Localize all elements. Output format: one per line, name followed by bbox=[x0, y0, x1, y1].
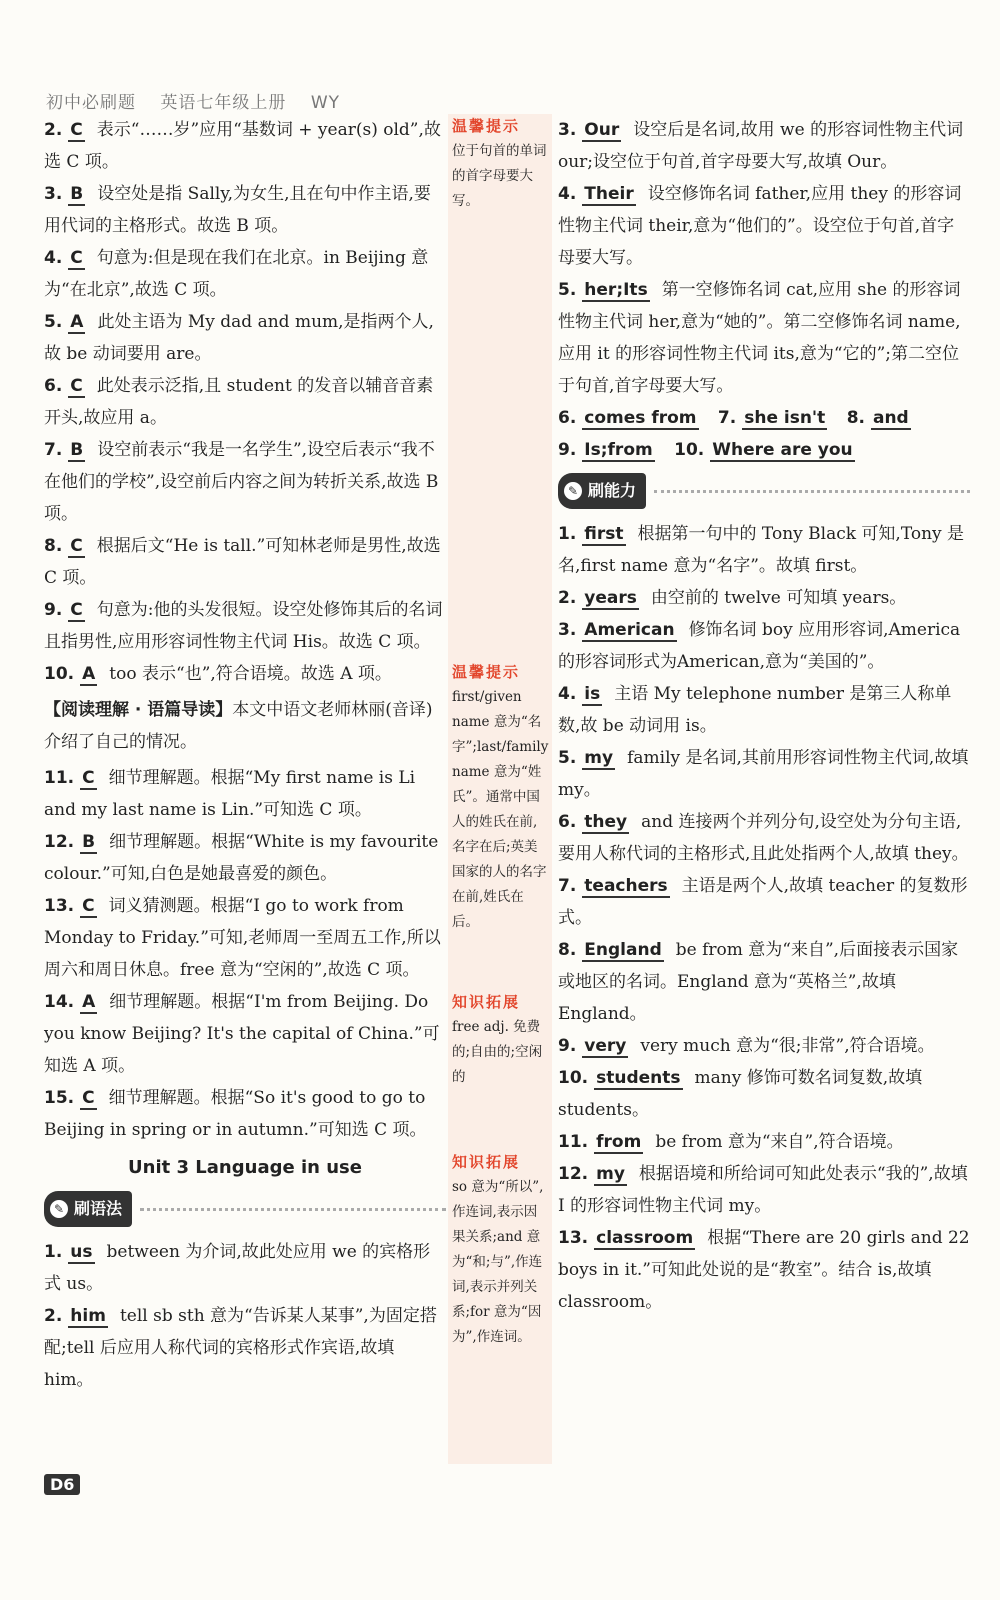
unit-title: Unit 3 Language in use bbox=[128, 1157, 362, 1178]
answer-row: 9. Is;from 10. Where are you bbox=[558, 440, 853, 460]
answer-item bbox=[44, 242, 446, 306]
page-number: D6 bbox=[44, 1474, 80, 1495]
answer-item bbox=[44, 890, 446, 986]
tip-block bbox=[448, 1150, 552, 1350]
item-explanation: 设空修饰名词 father,应用 they 的形容词性物主代词 their,意为“他们的”。设空位于句首,首字母要大写。 bbox=[558, 184, 962, 268]
answer-item bbox=[558, 806, 970, 870]
tip-title: 知识拓展 bbox=[452, 1153, 521, 1171]
item-number: 5. bbox=[44, 312, 63, 332]
item-explanation: 句意为:但是现在我们在北京。in Beijing 意为“在北京”,故选 C 项。 bbox=[44, 248, 429, 300]
answer-item bbox=[44, 762, 446, 826]
book-subject: 英语七年级上册 bbox=[160, 93, 287, 113]
item-answer: C bbox=[82, 896, 95, 916]
answer-item bbox=[558, 274, 970, 402]
item-number: 9. bbox=[44, 600, 63, 620]
answer-item bbox=[44, 370, 446, 434]
item-answer: they bbox=[584, 812, 628, 832]
tip-title: 温馨提示 bbox=[452, 663, 521, 681]
answer-item bbox=[558, 582, 970, 614]
item-number: 5. bbox=[558, 748, 577, 768]
answer-item bbox=[558, 742, 970, 806]
item-number: 3. bbox=[558, 120, 577, 140]
item-answer: her;Its bbox=[584, 280, 648, 300]
item-explanation: many 修饰可数名词复数,故填 students。 bbox=[558, 1068, 923, 1120]
item-answer: B bbox=[70, 440, 84, 460]
item-explanation: 此处表示泛指,且 student 的发音以辅音音素开头,故应用 a。 bbox=[44, 376, 434, 428]
item-answer: my bbox=[596, 1164, 625, 1184]
answer-row: 6. comes from 7. she isn't 8. and bbox=[558, 408, 909, 428]
item-number: 13. bbox=[558, 1228, 589, 1248]
item-number: 2. bbox=[44, 120, 63, 140]
tip-text: free adj. 免费的;自由的;空闲的 bbox=[452, 1019, 543, 1085]
page-header bbox=[46, 88, 358, 113]
item-number: 7. bbox=[44, 440, 63, 460]
item-answer: C bbox=[70, 376, 83, 396]
item-explanation: 根据后文“He is tall.”可知林老师是男性,故选 C 项。 bbox=[44, 536, 441, 588]
item-number: 1. bbox=[558, 524, 577, 544]
answer-item bbox=[558, 1062, 970, 1126]
item-number: 11. bbox=[558, 1132, 589, 1152]
tip-text: first/given name 意为“名字”;last/family name 意为“姓氏”。通常中国人的姓氏在前,名字在后;英美国家的人的名字在前,姓氏在后。 bbox=[452, 689, 549, 930]
tip-text: 位于句首的单词的首字母要大写。 bbox=[452, 143, 547, 209]
item-number: 10. bbox=[44, 664, 75, 684]
item-number: 15. bbox=[44, 1088, 75, 1108]
ability-badge: ✎ 刷能力 bbox=[558, 473, 646, 509]
tip-block bbox=[448, 660, 552, 935]
item-number: 4. bbox=[44, 248, 63, 268]
item-number: 3. bbox=[558, 620, 577, 640]
item-number: 4. bbox=[558, 684, 577, 704]
item-answer: us bbox=[70, 1242, 93, 1262]
tip-title: 温馨提示 bbox=[452, 117, 521, 135]
answer-item bbox=[558, 518, 970, 582]
answer-item bbox=[44, 434, 446, 530]
answer-item bbox=[558, 678, 970, 742]
item-answer: is bbox=[584, 684, 601, 704]
item-explanation: tell sb sth 意为“告诉某人某事”,为固定搭配;tell 后应用人称代词的宾格形式作宾语,故填 him。 bbox=[44, 1306, 437, 1390]
item-explanation: 主语是两个人,故填 teacher 的复数形式。 bbox=[558, 876, 968, 928]
item-explanation: 句意为:他的头发很短。设空处修饰其后的名词且指男性,应用形容词性物主代词 His。故选 C 项。 bbox=[44, 600, 443, 652]
dotted-divider bbox=[654, 490, 970, 493]
book-edition: WY bbox=[310, 93, 341, 113]
item-explanation: be from 意为“来自”,后面接表示国家或地区的名词。England 意为“英格兰”,故填 England。 bbox=[558, 940, 959, 1024]
item-explanation: 修饰名词 boy 应用形容词,America 的形容词形式为American,意为“美国的”。 bbox=[558, 620, 961, 672]
item-number: 9. bbox=[558, 1036, 577, 1056]
ability-section-header bbox=[558, 476, 970, 506]
item-answer: my bbox=[584, 748, 614, 768]
tips-sidebar bbox=[448, 114, 552, 1464]
item-answer: first bbox=[584, 524, 624, 544]
item-answer: years bbox=[584, 588, 637, 608]
item-answer: C bbox=[70, 248, 83, 268]
item-explanation: 根据语境和所给词可知此处表示“我的”,故填 I 的形容词性物主代词 my。 bbox=[558, 1164, 968, 1216]
tip-block bbox=[448, 114, 552, 214]
answer-item bbox=[44, 986, 446, 1082]
tip-text: so 意为“所以”,作连词,表示因果关系;and 意为“和;与”,作连词,表示并列关系;for 意为“因为”,作连词。 bbox=[452, 1179, 544, 1345]
answer-item bbox=[44, 1082, 446, 1146]
item-explanation: very much 意为“很;非常”,符合语境。 bbox=[640, 1036, 935, 1056]
answer-item bbox=[44, 114, 446, 178]
item-number: 13. bbox=[44, 896, 75, 916]
item-number: 11. bbox=[44, 768, 75, 788]
answer-item bbox=[44, 530, 446, 594]
item-answer: Their bbox=[584, 184, 634, 204]
item-explanation: 细节理解题。根据“So it's good to go to Beijing in spring or in autumn.”可知选 C 项。 bbox=[44, 1088, 427, 1140]
answer-item bbox=[44, 1300, 446, 1396]
answer-item bbox=[558, 1158, 970, 1222]
item-explanation: family 是名词,其前用形容词性物主代词,故填 my。 bbox=[558, 748, 969, 800]
item-number: 4. bbox=[558, 184, 577, 204]
item-explanation: be from 意为“来自”,符合语境。 bbox=[655, 1132, 904, 1152]
answer-item bbox=[44, 826, 446, 890]
item-answer: American bbox=[584, 620, 675, 640]
item-number: 12. bbox=[558, 1164, 589, 1184]
right-column bbox=[558, 114, 970, 1318]
answer-item bbox=[44, 594, 446, 658]
grammar-badge: ✎ 刷语法 bbox=[44, 1191, 132, 1227]
reading-text: 本文中语文老师林丽(音译)介绍了自己的情况。 bbox=[44, 700, 433, 752]
item-answer: England bbox=[584, 940, 662, 960]
item-number: 1. bbox=[44, 1242, 63, 1262]
item-answer: C bbox=[70, 600, 83, 620]
reading-label: 【阅读理解 · 语篇导读】 bbox=[44, 700, 233, 720]
item-answer: C bbox=[70, 120, 83, 140]
answer-item bbox=[44, 306, 446, 370]
item-number: 7. bbox=[558, 876, 577, 896]
item-answer: A bbox=[82, 992, 96, 1012]
item-answer: very bbox=[584, 1036, 627, 1056]
dotted-divider bbox=[140, 1208, 446, 1211]
item-number: 2. bbox=[44, 1306, 63, 1326]
item-explanation: 设空处是指 Sally,为女生,且在句中作主语,要用代词的主格形式。故选 B 项。 bbox=[44, 184, 431, 236]
item-number: 5. bbox=[558, 280, 577, 300]
item-number: 2. bbox=[558, 588, 577, 608]
item-answer: C bbox=[82, 768, 95, 788]
answer-item bbox=[558, 870, 970, 934]
answer-item bbox=[558, 178, 970, 274]
grammar-section-header bbox=[44, 1194, 446, 1224]
item-explanation: too 表示“也”,符合语境。故选 A 项。 bbox=[109, 664, 392, 684]
answer-item bbox=[558, 114, 970, 178]
item-explanation: 设空前表示“我是一名学生”,设空后表示“我不在他们的学校”,设空前后内容之间为转折关系,故选 B 项。 bbox=[44, 440, 439, 524]
item-explanation: 第一空修饰名词 cat,应用 she 的形容词性物主代词 her,意为“她的”。第二空修饰名词 name,应用 it 的形容词性物主代词 its,意为“它的”;第二空位于句首,首字母要大写。 bbox=[558, 280, 961, 396]
item-explanation: 设空后是名词,故用 we 的形容词性物主代词 our;设空位于句首,首字母要大写,故填 Our。 bbox=[558, 120, 964, 172]
item-explanation: 根据“There are 20 girls and 22 boys in it.”可知此处说的是“教室”。结合 is,故填 classroom。 bbox=[558, 1228, 970, 1312]
answer-item bbox=[558, 1222, 970, 1318]
item-explanation: and 连接两个并列分句,设空处为分句主语,要用人称代词的主格形式,且此处指两个人,故填 they。 bbox=[558, 812, 969, 864]
item-answer: classroom bbox=[596, 1228, 694, 1248]
item-answer: students bbox=[596, 1068, 681, 1088]
item-answer: A bbox=[82, 664, 96, 684]
item-answer: from bbox=[596, 1132, 642, 1152]
item-explanation: 词义猜测题。根据“I go to work from Monday to Friday.”可知,老师周一至周五工作,所以周六和周日休息。free 意为“空闲的”,故选 C 项。 bbox=[44, 896, 441, 980]
item-number: 3. bbox=[44, 184, 63, 204]
left-column bbox=[44, 114, 446, 1396]
answer-item bbox=[558, 1030, 970, 1062]
item-number: 8. bbox=[44, 536, 63, 556]
item-number: 8. bbox=[558, 940, 577, 960]
item-explanation: between 为介词,故此处应用 we 的宾格形式 us。 bbox=[44, 1242, 431, 1294]
item-answer: him bbox=[70, 1306, 106, 1326]
reading-intro bbox=[44, 694, 446, 758]
item-answer: B bbox=[70, 184, 84, 204]
item-explanation: 细节理解题。根据“White is my favourite colour.”可知,白色是她最喜爱的颜色。 bbox=[44, 832, 439, 884]
item-explanation: 主语 My telephone number 是第三人称单数,故 be 动词用 is。 bbox=[558, 684, 952, 736]
item-explanation: 细节理解题。根据“I'm from Beijing. Do you know Beijing? It's the capital of China.”可知选 A 项。 bbox=[44, 992, 440, 1076]
item-number: 14. bbox=[44, 992, 75, 1012]
pencil-icon: ✎ bbox=[50, 1200, 68, 1218]
item-explanation: 此处主语为 My dad and mum,是指两个人,故 be 动词要用 are。 bbox=[44, 312, 434, 364]
item-explanation: 细节理解题。根据“My first name is Li and my last name is Lin.”可知选 C 项。 bbox=[44, 768, 416, 820]
answer-item bbox=[558, 1126, 970, 1158]
answer-item bbox=[558, 934, 970, 1030]
answer-item bbox=[44, 658, 446, 690]
item-answer: C bbox=[82, 1088, 95, 1108]
answer-item bbox=[44, 178, 446, 242]
item-number: 12. bbox=[44, 832, 75, 852]
item-explanation: 表示“……岁”应用“基数词 + year(s) old”,故选 C 项。 bbox=[44, 120, 441, 172]
item-number: 6. bbox=[558, 812, 577, 832]
item-answer: B bbox=[82, 832, 96, 852]
item-number: 10. bbox=[558, 1068, 589, 1088]
answer-item bbox=[44, 1236, 446, 1300]
tip-block bbox=[448, 990, 552, 1090]
book-title: 初中必刷题 bbox=[46, 93, 136, 113]
pencil-icon: ✎ bbox=[564, 482, 582, 500]
item-answer: A bbox=[70, 312, 84, 332]
item-answer: teachers bbox=[584, 876, 668, 896]
item-explanation: 由空前的 twelve 可知填 years。 bbox=[650, 588, 907, 608]
item-answer: C bbox=[70, 536, 83, 556]
tip-title: 知识拓展 bbox=[452, 993, 521, 1011]
answer-item bbox=[558, 614, 970, 678]
item-number: 6. bbox=[44, 376, 63, 396]
item-explanation: 根据第一句中的 Tony Black 可知,Tony 是名,first name 意为“名字”。故填 first。 bbox=[558, 524, 965, 576]
item-answer: Our bbox=[584, 120, 620, 140]
